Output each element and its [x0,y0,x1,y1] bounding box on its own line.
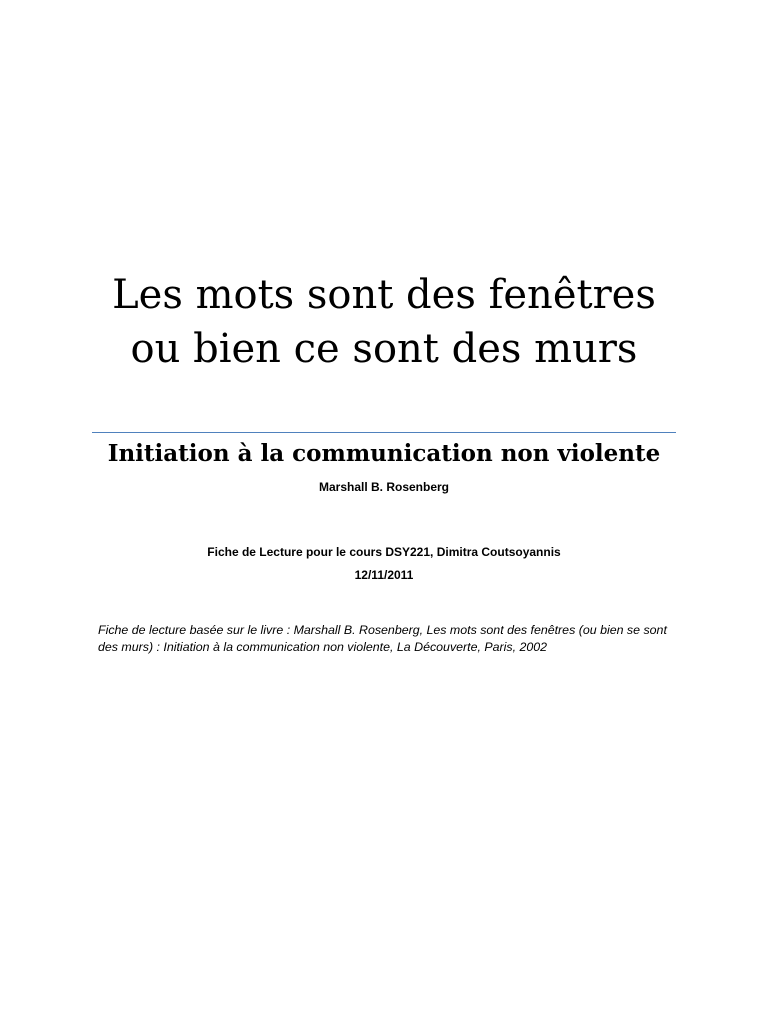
title-divider [92,432,676,433]
document-date: 12/11/2011 [354,568,414,582]
document-title: Les mots sont des fenêtres ou bien ce sont des murs [112,272,656,372]
author-name: Marshall B. Rosenberg [318,480,450,494]
document-subtitle: Initiation à la communication non violente [107,440,661,467]
source-note: Fiche de lecture basée sur le livre : Marshall B. Rosenberg, Les mots sont des fenêtres (ou bien se sont des murs) : Initiation à la communication non violente, La Découverte, Paris, 2002 [98,623,667,654]
course-line: Fiche de Lecture pour le cours DSY221, Dimitra Coutsoyannis [207,545,561,559]
